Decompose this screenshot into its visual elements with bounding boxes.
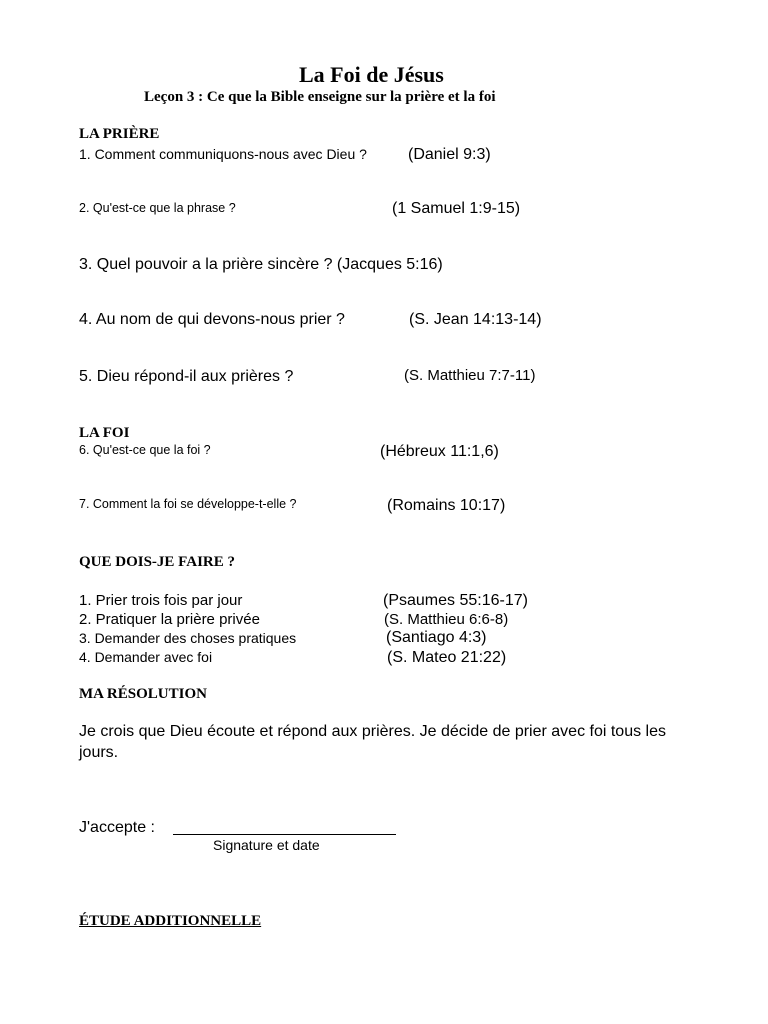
- signature-line[interactable]: [173, 834, 396, 835]
- question-2: 2. Qu'est-ce que la phrase ?: [79, 201, 236, 215]
- action-item-3-ref: (Santiago 4:3): [386, 629, 487, 646]
- question-1-ref: (Daniel 9:3): [408, 146, 491, 163]
- section-heading-faire: QUE DOIS-JE FAIRE ?: [79, 554, 235, 570]
- action-item-4: 4. Demander avec foi: [79, 649, 213, 665]
- page-title: La Foi de Jésus: [299, 62, 444, 87]
- question-1: 1. Comment communiquons-nous avec Dieu ?: [79, 146, 367, 162]
- question-7-ref: (Romains 10:17): [387, 497, 506, 514]
- section-heading-resolution: MA RÉSOLUTION: [79, 686, 207, 702]
- section-heading-priere: LA PRIÈRE: [79, 126, 160, 142]
- question-4-ref: (S. Jean 14:13-14): [409, 311, 542, 328]
- action-item-1: 1. Prier trois fois par jour: [79, 592, 243, 609]
- action-item-4-ref: (S. Mateo 21:22): [387, 649, 507, 666]
- question-5-ref: (S. Matthieu 7:7-11): [404, 367, 536, 384]
- section-heading-etude: ÉTUDE ADDITIONNELLE: [79, 913, 262, 929]
- action-item-1-ref: (Psaumes 55:16-17): [383, 592, 528, 609]
- page-subtitle: Leçon 3 : Ce que la Bible enseigne sur la prière et la foi: [144, 89, 496, 105]
- signature-caption: Signature et date: [213, 837, 320, 853]
- question-2-ref: (1 Samuel 1:9-15): [392, 200, 521, 217]
- question-5: 5. Dieu répond-il aux prières ?: [79, 368, 294, 385]
- accept-label: J'accepte :: [79, 819, 155, 836]
- question-7: 7. Comment la foi se développe-t-elle ?: [79, 497, 297, 511]
- resolution-text-line-2: jours.: [79, 744, 119, 761]
- action-item-2: 2. Pratiquer la prière privée: [79, 611, 260, 628]
- action-item-2-ref: (S. Matthieu 6:6-8): [384, 611, 509, 628]
- question-6-ref: (Hébreux 11:1,6): [380, 443, 499, 460]
- resolution-text-line-1: Je crois que Dieu écoute et répond aux prières. Je décide de prier avec foi tous les: [79, 723, 666, 740]
- question-6: 6. Qu'est-ce que la foi ?: [79, 443, 211, 457]
- action-item-3: 3. Demander des choses pratiques: [79, 630, 297, 646]
- question-3: 3. Quel pouvoir a la prière sincère ? (Jacques 5:16): [79, 256, 443, 273]
- question-4: 4. Au nom de qui devons-nous prier ?: [79, 311, 345, 328]
- section-heading-foi: LA FOI: [79, 425, 130, 441]
